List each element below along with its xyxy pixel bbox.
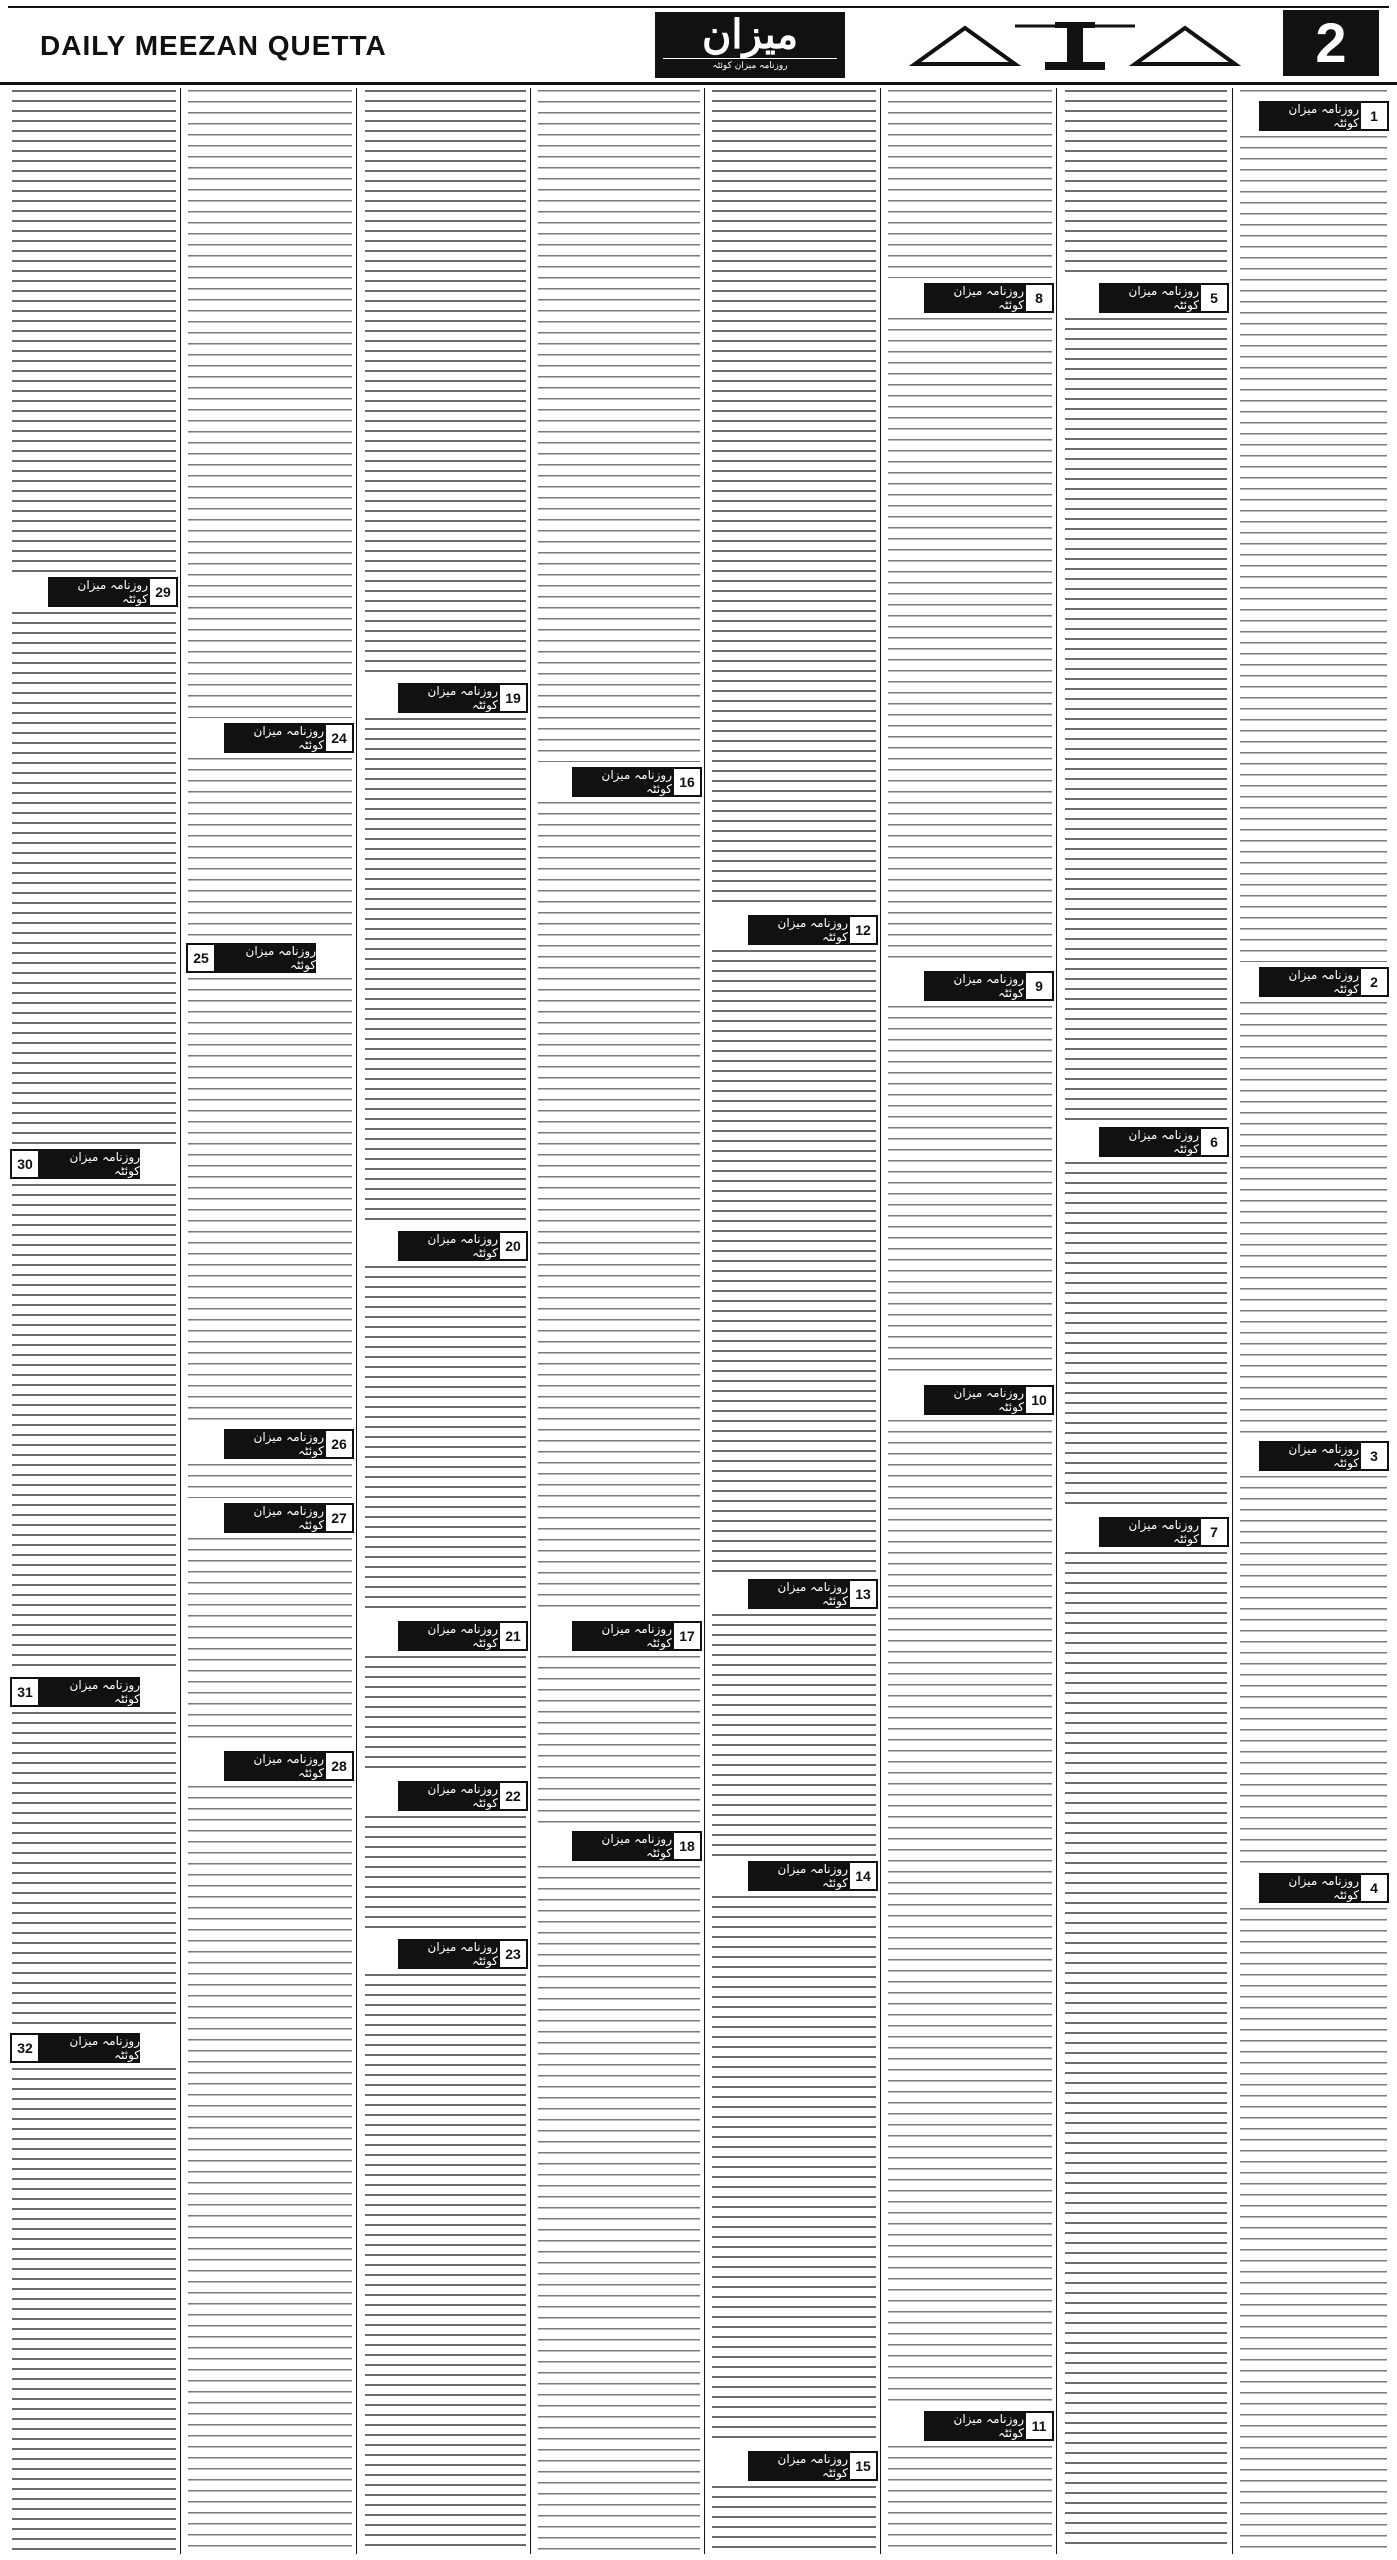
article-text	[1236, 1906, 1391, 2554]
article-text	[1061, 88, 1231, 280]
article-text	[884, 316, 1056, 968]
continuation-header	[710, 2451, 878, 2481]
continuation-header	[1238, 967, 1389, 997]
news-column	[534, 88, 704, 2554]
continuation-number: 28	[324, 1751, 354, 1781]
continuation-label: روزنامہ میزان کوئٹہ	[748, 1579, 848, 1609]
continuation-number: 25	[186, 943, 216, 973]
column-divider	[880, 88, 881, 2554]
continuation-number: 23	[498, 1939, 528, 1969]
text-lines	[12, 1712, 176, 2028]
continuation-label: روزنامہ میزان کوئٹہ	[398, 683, 498, 713]
continuation-number: 11	[1024, 2411, 1054, 2441]
article-text	[1061, 1160, 1231, 1514]
continuation-header	[1063, 1127, 1229, 1157]
continuation-label: روزنامہ میزان کوئٹہ	[398, 1231, 498, 1261]
continuation-number: 26	[324, 1429, 354, 1459]
text-lines	[188, 90, 352, 718]
text-lines	[12, 2068, 176, 2552]
article-text	[708, 948, 880, 1576]
continuation-number: 9	[1024, 971, 1054, 1001]
text-lines	[12, 90, 176, 572]
continuation-label: روزنامہ میزان کوئٹہ	[398, 1939, 498, 1969]
continuation-number: 14	[848, 1861, 878, 1891]
continuation-label: روزنامہ میزان کوئٹہ	[924, 283, 1024, 313]
text-lines	[365, 1266, 526, 1616]
continuation-number: 22	[498, 1781, 528, 1811]
news-column	[1236, 88, 1391, 2554]
article-text	[1236, 134, 1391, 964]
continuation-number: 29	[148, 577, 178, 607]
masthead-rule	[8, 6, 1389, 8]
text-lines	[712, 90, 876, 910]
continuation-label: روزنامہ میزان کوئٹہ	[40, 2033, 140, 2063]
continuation-header	[536, 767, 702, 797]
continuation-label: روزنامہ میزان کوئٹہ	[224, 1429, 324, 1459]
article-text	[534, 800, 704, 1618]
continuation-header	[1238, 101, 1389, 131]
text-lines	[888, 1420, 1052, 2406]
column-divider	[1056, 88, 1057, 2554]
article-text	[361, 1972, 530, 2554]
continuation-header	[886, 1385, 1054, 1415]
article-text	[884, 88, 1056, 280]
newspaper-body	[6, 88, 1391, 2554]
text-lines	[365, 718, 526, 1226]
continuation-number: 31	[10, 1677, 40, 1707]
text-lines	[1065, 90, 1227, 278]
continuation-label: روزنامہ میزان کوئٹہ	[572, 1621, 672, 1651]
continuation-label: روزنامہ میزان کوئٹہ	[224, 1751, 324, 1781]
continuation-label: روزنامہ میزان کوئٹہ	[1259, 1441, 1359, 1471]
continuation-label: روزنامہ میزان کوئٹہ	[748, 2451, 848, 2481]
news-column	[884, 88, 1056, 2554]
continuation-number: 17	[672, 1621, 702, 1651]
continuation-header	[186, 723, 354, 753]
text-lines	[538, 802, 700, 1616]
newspaper-title: DAILY MEEZAN QUETTA	[40, 30, 387, 61]
article-text	[708, 2484, 880, 2554]
text-lines	[888, 1006, 1052, 1380]
text-lines	[712, 950, 876, 1574]
continuation-header	[710, 1579, 878, 1609]
article-text	[184, 88, 356, 720]
continuation-header	[10, 1149, 178, 1179]
column-divider	[356, 88, 357, 2554]
news-column	[184, 88, 356, 2554]
continuation-number: 21	[498, 1621, 528, 1651]
masthead	[0, 0, 1397, 85]
text-lines	[712, 1896, 876, 2446]
news-column	[1061, 88, 1231, 2554]
text-lines	[365, 1974, 526, 2552]
text-lines	[1240, 136, 1387, 962]
text-lines	[538, 1656, 700, 1826]
article-text	[884, 1004, 1056, 1382]
article-text	[708, 1612, 880, 1858]
continuation-header	[186, 1751, 354, 1781]
news-column	[708, 88, 880, 2554]
article-text	[1061, 316, 1231, 1124]
article-text	[8, 88, 180, 574]
continuation-label: روزنامہ میزان کوئٹہ	[398, 1781, 498, 1811]
article-text	[361, 88, 530, 680]
continuation-number: 8	[1024, 283, 1054, 313]
continuation-number: 19	[498, 683, 528, 713]
continuation-number: 13	[848, 1579, 878, 1609]
column-divider	[180, 88, 181, 2554]
continuation-number: 7	[1199, 1517, 1229, 1547]
continuation-label: روزنامہ میزان کوئٹہ	[924, 971, 1024, 1001]
continuation-number: 27	[324, 1503, 354, 1533]
text-lines	[188, 758, 352, 938]
article-text	[8, 1182, 180, 1674]
news-column	[361, 88, 530, 2554]
continuation-label: روزنامہ میزان کوئٹہ	[1259, 101, 1359, 131]
text-lines	[538, 1866, 700, 2552]
continuation-header	[1063, 1517, 1229, 1547]
continuation-header	[10, 2033, 178, 2063]
continuation-number: 1	[1359, 101, 1389, 131]
continuation-number: 10	[1024, 1385, 1054, 1415]
news-column	[8, 88, 180, 2554]
continuation-header	[1238, 1873, 1389, 1903]
text-lines	[712, 1614, 876, 1856]
column-divider	[1232, 88, 1233, 2554]
continuation-label: روزنامہ میزان کوئٹہ	[748, 1861, 848, 1891]
continuation-header	[363, 1621, 528, 1651]
continuation-number: 16	[672, 767, 702, 797]
continuation-number: 20	[498, 1231, 528, 1261]
continuation-number: 5	[1199, 283, 1229, 313]
text-lines	[888, 90, 1052, 278]
continuation-header	[710, 1861, 878, 1891]
continuation-label: روزنامہ میزان کوئٹہ	[572, 1831, 672, 1861]
text-lines	[538, 90, 700, 762]
newspaper-logo	[655, 12, 845, 78]
article-text	[184, 976, 356, 1426]
text-lines	[188, 1786, 352, 2552]
column-divider	[530, 88, 531, 2554]
text-lines	[12, 1184, 176, 1672]
continuation-header	[536, 1621, 702, 1651]
logo-tagline: روزنامہ میزان کوئٹہ	[663, 58, 837, 73]
text-lines	[365, 1816, 526, 1934]
continuation-header	[10, 577, 178, 607]
continuation-header	[363, 683, 528, 713]
continuation-header	[186, 1429, 354, 1459]
continuation-header	[710, 915, 878, 945]
article-text	[361, 716, 530, 1228]
text-lines	[188, 1464, 352, 1498]
article-text	[8, 1710, 180, 2030]
text-lines	[1240, 1002, 1387, 1436]
article-text	[708, 1894, 880, 2448]
article-text	[361, 1814, 530, 1936]
continuation-number: 24	[324, 723, 354, 753]
continuation-label: روزنامہ میزان کوئٹہ	[40, 1149, 140, 1179]
continuation-header	[186, 1503, 354, 1533]
scales-of-justice-icon	[905, 14, 1245, 74]
page-number: 2	[1283, 10, 1379, 76]
continuation-label: روزنامہ میزان کوئٹہ	[1099, 1127, 1199, 1157]
continuation-header	[10, 1677, 178, 1707]
article-text	[361, 1654, 530, 1778]
article-text	[708, 88, 880, 912]
article-text	[534, 88, 704, 764]
continuation-header	[1063, 283, 1229, 313]
continuation-label: روزنامہ میزان کوئٹہ	[398, 1621, 498, 1651]
continuation-header	[363, 1781, 528, 1811]
continuation-number: 3	[1359, 1441, 1389, 1471]
text-lines	[712, 2486, 876, 2552]
continuation-number: 30	[10, 1149, 40, 1179]
text-lines	[365, 90, 526, 678]
continuation-label: روزنامہ میزان کوئٹہ	[1099, 283, 1199, 313]
continuation-number: 6	[1199, 1127, 1229, 1157]
article-text	[1061, 1550, 1231, 2554]
text-lines	[365, 1656, 526, 1776]
continuation-label: روزنامہ میزان کوئٹہ	[216, 943, 316, 973]
continuation-label: روزنامہ میزان کوئٹہ	[48, 577, 148, 607]
continuation-label: روزنامہ میزان کوئٹہ	[224, 723, 324, 753]
continuation-label: روزنامہ میزان کوئٹہ	[1259, 1873, 1359, 1903]
continuation-number: 32	[10, 2033, 40, 2063]
article-text	[1236, 1000, 1391, 1438]
continuation-header	[186, 943, 354, 973]
continuation-header	[363, 1939, 528, 1969]
article-text	[8, 2066, 180, 2554]
article-text	[884, 2444, 1056, 2554]
article-text	[8, 610, 180, 1146]
continuation-label: روزنامہ میزان کوئٹہ	[40, 1677, 140, 1707]
continuation-label: روزنامہ میزان کوئٹہ	[924, 2411, 1024, 2441]
article-text	[884, 1418, 1056, 2408]
continuation-label: روزنامہ میزان کوئٹہ	[1099, 1517, 1199, 1547]
continuation-header	[886, 283, 1054, 313]
article-text	[534, 1864, 704, 2554]
continuation-number: 2	[1359, 967, 1389, 997]
continuation-header	[536, 1831, 702, 1861]
text-lines	[1240, 1476, 1387, 1868]
logo-wordmark: میزان	[701, 11, 799, 58]
text-lines	[888, 318, 1052, 966]
text-lines	[188, 978, 352, 1424]
article-text	[1236, 1474, 1391, 1870]
continuation-number: 12	[848, 915, 878, 945]
continuation-label: روزنامہ میزان کوئٹہ	[572, 767, 672, 797]
continuation-header	[1238, 1441, 1389, 1471]
text-lines	[12, 612, 176, 1144]
continuation-number: 18	[672, 1831, 702, 1861]
article-text	[184, 1784, 356, 2554]
continuation-header	[886, 2411, 1054, 2441]
text-lines	[1240, 1908, 1387, 2552]
article-text	[184, 1462, 356, 1500]
continuation-label: روزنامہ میزان کوئٹہ	[224, 1503, 324, 1533]
article-text	[1236, 88, 1391, 98]
text-lines	[1240, 90, 1387, 96]
text-lines	[1065, 318, 1227, 1122]
text-lines	[1065, 1162, 1227, 1512]
text-lines	[188, 1538, 352, 1746]
article-text	[534, 1654, 704, 1828]
article-text	[184, 756, 356, 940]
continuation-label: روزنامہ میزان کوئٹہ	[924, 1385, 1024, 1415]
text-lines	[888, 2446, 1052, 2552]
continuation-number: 4	[1359, 1873, 1389, 1903]
continuation-header	[363, 1231, 528, 1261]
continuation-number: 15	[848, 2451, 878, 2481]
continuation-label: روزنامہ میزان کوئٹہ	[1259, 967, 1359, 997]
column-divider	[704, 88, 705, 2554]
continuation-label: روزنامہ میزان کوئٹہ	[748, 915, 848, 945]
article-text	[184, 1536, 356, 1748]
continuation-header	[886, 971, 1054, 1001]
text-lines	[1065, 1552, 1227, 2552]
article-text	[361, 1264, 530, 1618]
